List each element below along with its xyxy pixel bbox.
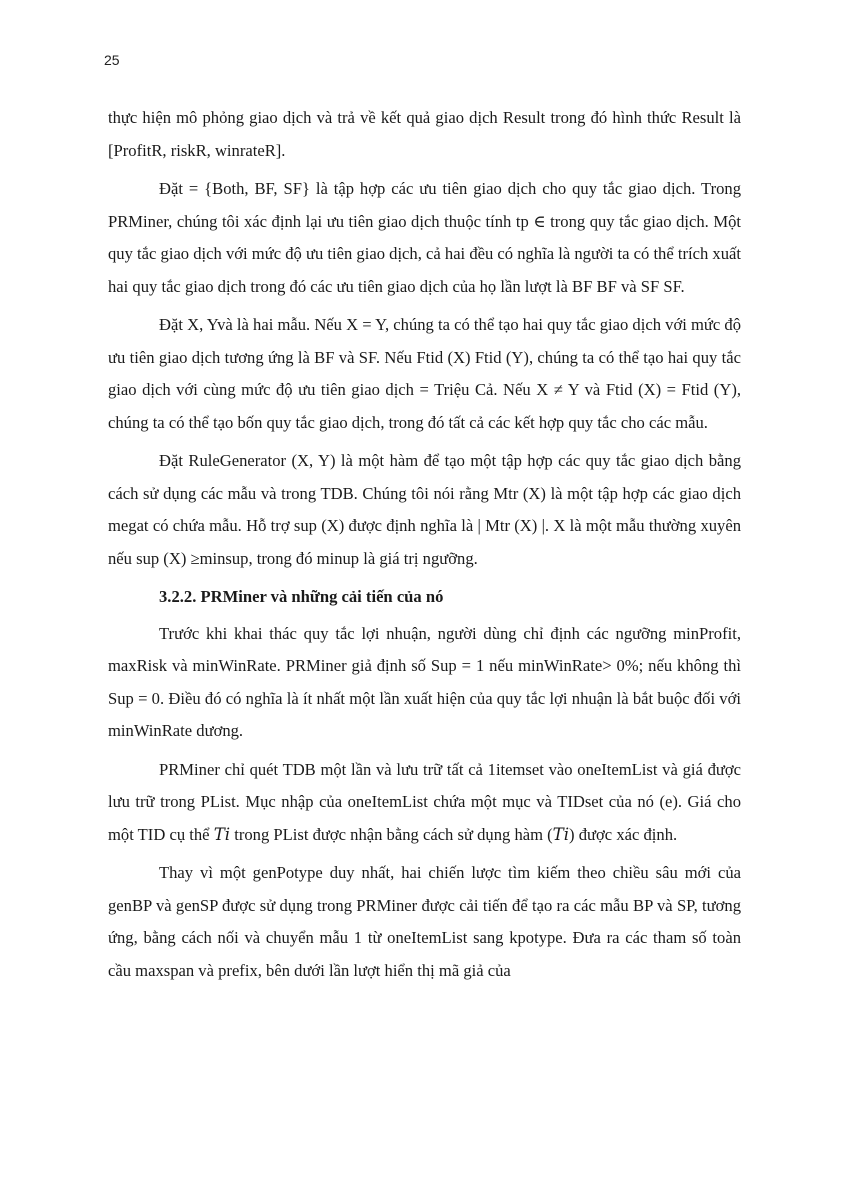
- paragraph: PRMiner chỉ quét TDB một lần và lưu trữ tất cả 1itemset vào oneItemList và giá được lưu trữ trong PList. Mục nhập của oneItemList chứa một mục và TIDset của nó (e). Giá cho một TID cụ thể 𝑇𝑖 trong PList được nhận bằng cách sử dụng hàm (𝑇𝑖) được xác định.: [108, 759, 741, 844]
- paragraph: Trước khi khai thác quy tắc lợi nhuận, người dùng chỉ định các ngưỡng minProfit, maxRisk và minWinRate. PRMiner giả định số Sup = 1 nếu minWinRate> 0%; nếu không thì Sup = 0. Điều đó có nghĩa là ít nhất một lần xuất hiện của quy tắc lợi nhuận là bắt buộc đối với minWinRate dương.: [108, 623, 741, 740]
- section-heading: 3.2.2. PRMiner và những cải tiến của nó: [159, 587, 444, 606]
- document-body: [108, 102, 741, 993]
- paragraph: Thay vì một genPotype duy nhất, hai chiến lược tìm kiếm theo chiều sâu mới của genBP và genSP được sử dụng trong PRMiner được cải tiến để tạo ra các mẫu BP và SP, tương ứng, bằng cách nối và chuyển mẫu 1 từ oneItemList sang kpotype. Đưa ra các tham số toàn cầu maxspan và prefix, bên dưới lần lượt hiển thị mã giả của: [108, 863, 741, 980]
- paragraph: Đặt X, Yvà là hai mẫu. Nếu X = Y, chúng ta có thể tạo hai quy tắc giao dịch với mức độ ưu tiên giao dịch tương ứng là BF và SF. Nếu Ftid (X) Ftid (Y), chúng ta có thể tạo hai quy tắc giao dịch với cùng mức độ ưu tiên giao dịch = Triệu Cả. Nếu X ≠ Y và Ftid (X) = Ftid (Y), chúng ta có thể tạo bốn quy tắc giao dịch, trong đó tất cả các kết hợp quy tắc cho các mẫu.: [108, 315, 741, 432]
- paragraph: Đặt = {Both, BF, SF} là tập hợp các ưu tiên giao dịch cho quy tắc giao dịch. Trong PRMiner, chúng tôi xác định lại ưu tiên giao dịch thuộc tính tp ∈ trong quy tắc giao dịch. Một quy tắc giao dịch với mức độ ưu tiên giao dịch, cả hai đều có nghĩa là người ta có thể trích xuất hai quy tắc giao dịch trong đó các ưu tiên giao dịch của họ lần lượt là BF BF và SF SF.: [108, 179, 741, 296]
- paragraph: thực hiện mô phỏng giao dịch và trả về kết quả giao dịch Result trong đó hình thức Result là [ProfitR, riskR, winrateR].: [108, 108, 741, 160]
- paragraph: Đặt RuleGenerator (X, Y) là một hàm để tạo một tập hợp các quy tắc giao dịch bằng cách sử dụng các mẫu và trong TDB. Chúng tôi nói rằng Mtr (X) là một tập hợp các giao dịch megat có chứa mẫu. Hỗ trợ sup (X) được định nghĩa là | Mtr (X) |. X là một mẫu thường xuyên nếu sup (X) ≥minsup, trong đó minup là giá trị ngưỡng.: [108, 451, 741, 568]
- page-number: 25: [104, 52, 120, 68]
